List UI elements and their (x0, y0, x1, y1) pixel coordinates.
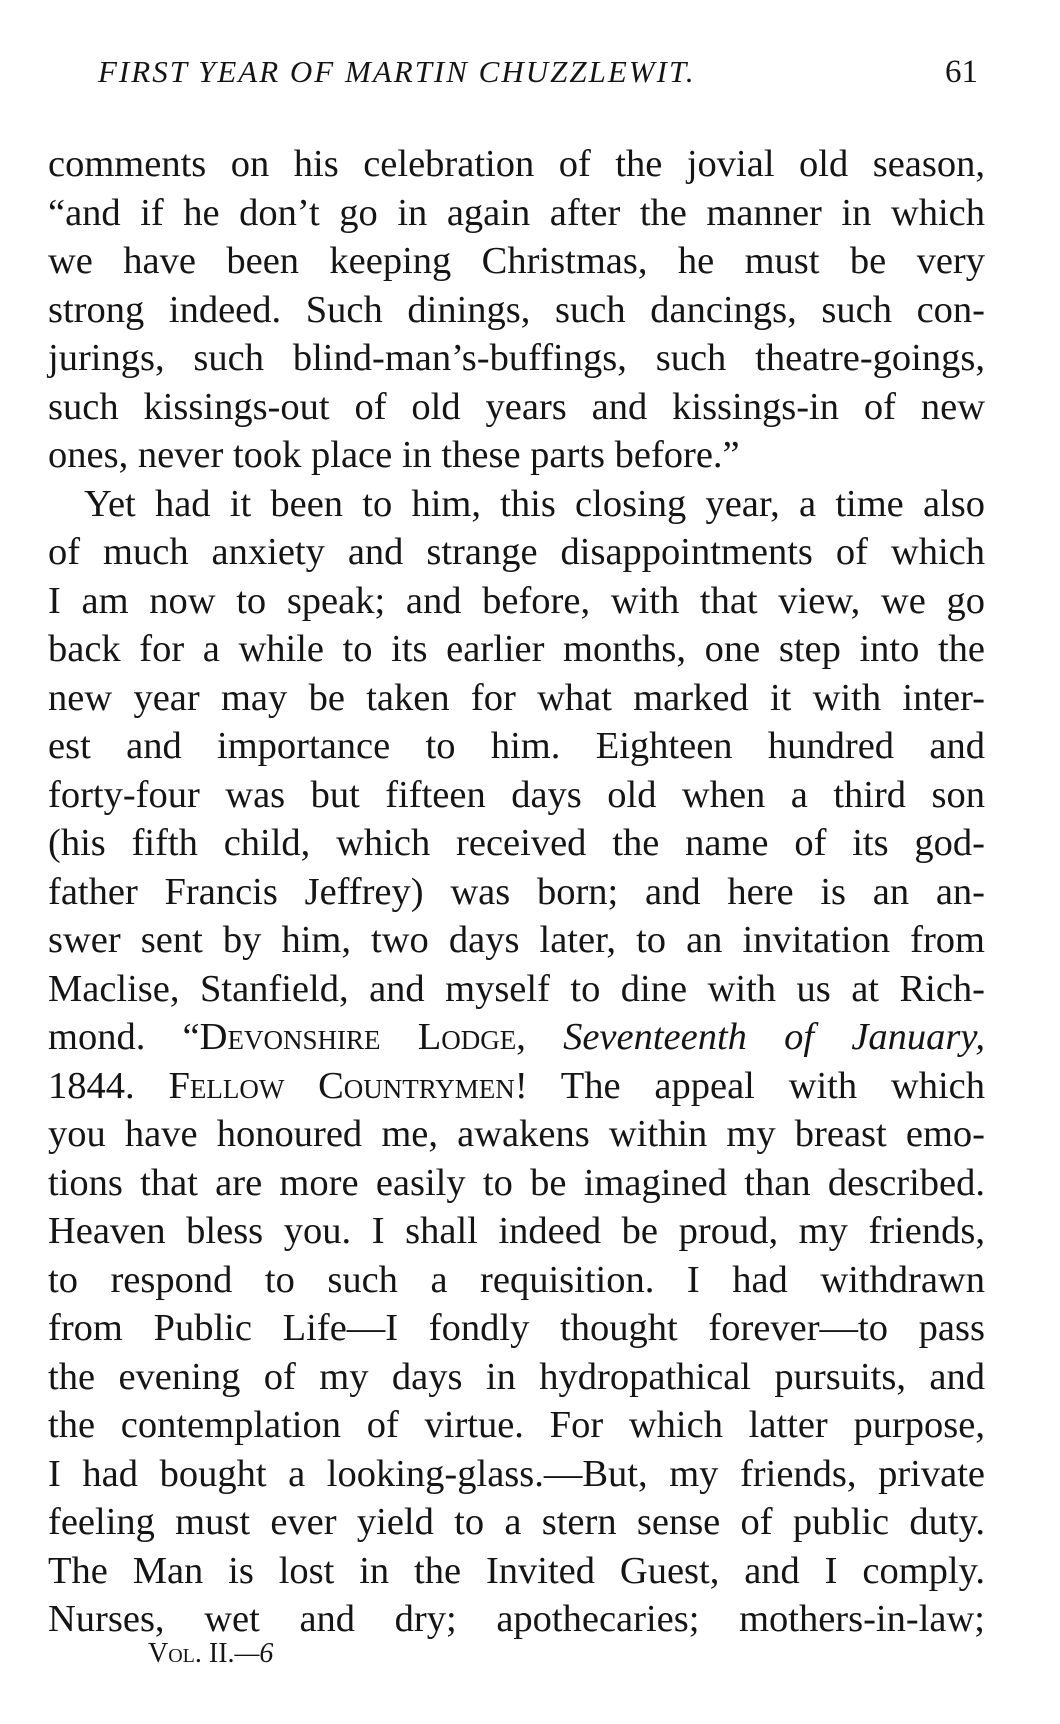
text-line: Heaven bless you. I shall indeed be proud, my friends, (48, 1210, 985, 1252)
running-head-title: FIRST YEAR OF MARTIN CHUZZLEWIT. (98, 54, 696, 89)
text-line: from Public Life—I fondly thought forever—to pass (48, 1307, 985, 1349)
page-number: 61 (945, 54, 978, 90)
line-prefix: mond. “ (48, 1016, 200, 1058)
paragraph-first-line: Yet had it been to him, this closing year, a time also (84, 482, 985, 525)
text-line: jurings, such blind-man’s-buffings, such theatre-goings, (48, 337, 985, 379)
text-line: strong indeed. Such dinings, such dancings, such con- (48, 288, 985, 331)
text-line: the contemplation of virtue. For which latter purpose, (48, 1404, 985, 1446)
text-line: est and importance to him. Eighteen hundred and (48, 725, 985, 767)
volume-label: Vol. II. (148, 1638, 235, 1669)
letter-salutation-line (48, 1062, 985, 1111)
letter-date: Seventeenth of January, (525, 1016, 985, 1058)
text-line: we have been keeping Christmas, he must be very (48, 240, 985, 282)
text-line: swer sent by him, two days later, to an invitation from (48, 919, 985, 961)
text-line: to respond to such a requisition. I had withdrawn (48, 1258, 985, 1301)
text-line: tions that are more easily to be imagined than described. (48, 1161, 985, 1204)
text-line: The Man is lost in the Invited Guest, and I comply. (48, 1549, 985, 1592)
letter-heading-line (48, 1013, 985, 1062)
letter-salutation: Fellow Countrymen (168, 1064, 515, 1107)
text-line: Maclise, Stanfield, and myself to dine with us at Rich- (48, 967, 985, 1010)
text-line: comments on his celebration of the jovial old season, (48, 143, 985, 185)
text-line: I had bought a looking-glass.—But, my friends, private (48, 1452, 985, 1495)
line-suffix: ! The appeal with which (514, 1064, 986, 1107)
text-line: the evening of my days in hydropathical pursuits, and (48, 1355, 985, 1398)
letter-year: 1844. (48, 1064, 169, 1107)
text-line: I am now to speak; and before, with that view, we go (48, 579, 985, 622)
text-line: Nurses, wet and dry; apothecaries; mothers-in-law; (48, 1598, 985, 1640)
text-line: of much anxiety and strange disappointments of which (48, 531, 985, 573)
signature-mark (148, 1638, 273, 1670)
letter-address: Devonshire Lodge, (199, 1016, 526, 1058)
text-line: you have honoured me, awakens within my breast emo- (48, 1113, 985, 1155)
text-line: new year may be taken for what marked it with inter- (48, 676, 985, 719)
signature-number: —6 (234, 1638, 274, 1669)
text-line: back for a while to its earlier months, one step into the (48, 628, 985, 670)
text-line: “and if he don’t go in again after the manner in which (48, 191, 985, 234)
text-line: forty-four was but fifteen days old when a third son (48, 773, 985, 816)
text-line: feeling must ever yield to a stern sense of public duty. (48, 1501, 985, 1543)
body-text (48, 140, 985, 1644)
text-line: such kissings-out of old years and kissings-in of new (48, 385, 985, 428)
text-line: ones, never took place in these parts before.” (48, 434, 740, 476)
running-head (98, 54, 978, 94)
text-line: (his fifth child, which received the name of its god- (48, 822, 985, 864)
text-line: father Francis Jeffrey) was born; and here is an an- (48, 870, 985, 913)
